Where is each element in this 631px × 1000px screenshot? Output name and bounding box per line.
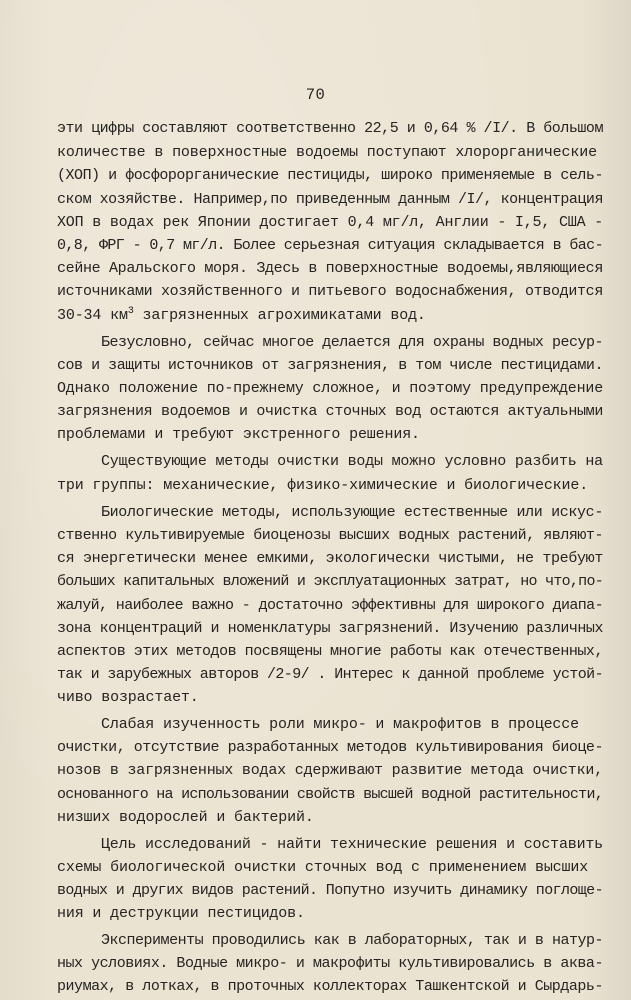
line-text: (ХОП) и фосфорорганические пестициды, широко применяемые в сель- [57,167,603,184]
text-line [57,690,199,705]
text-line [57,787,603,802]
text-line [57,192,603,207]
text-line [57,215,603,230]
line-text-continued: загрязненных агрохимикатами вод. [133,307,426,324]
page-number: 70 [305,86,326,104]
line-text: сов и защиты источников от загрязнения, в том числе пестицидами. [57,357,603,374]
line-text: Существующие методы очистки воды можно условно разбить на [101,453,603,470]
line-text: загрязнения водоемов и очистка сточных вод остаются актуальными [57,403,603,420]
line-text: зона концентраций и номенклатуры загрязнений. Изучению различных [57,620,603,637]
line-text: Слабая изученность роли микро- и макрофитов в процессе [101,716,579,733]
line-text: три группы: механические, физико-химические и биологические. [57,477,589,494]
line-text: основанного на использовании свойств высшей водной растительности, [57,786,603,803]
line-text: жалуй, наиболее важно - достаточно эффективны для широкого диапа- [57,597,603,614]
text-line [57,979,603,994]
text-line [57,358,603,373]
text-line [57,121,603,136]
line-text: ХОП в водах рек Японии достигает 0,4 мг/л, Англии - I,5, США - [57,214,603,231]
text-line [101,505,603,520]
line-text: ся энергетически менее емкими, экологически чистыми, не требуют [57,550,603,567]
text-line [57,763,603,778]
line-text: проблемами и требуют экстренного решения. [57,426,420,443]
line-text: ния и деструкции пестицидов. [57,905,305,922]
line-text: 0,8, ФРГ - 0,7 мг/л. Более серьезная ситуация складывается в бас- [57,237,603,254]
line-text: аспектов этих методов посвящены многие работы как отечественных, [57,643,603,660]
text-line [57,381,603,396]
text-line [57,261,603,276]
text-line [57,404,603,419]
line-text: Цель исследований - найти технические решения и составить [101,836,603,853]
line-text: источниками хозяйственного и питьевого водоснабжения, отводится [57,283,603,300]
superscript: 3 [127,306,134,317]
line-text: Безусловно, сейчас многое делается для охраны водных ресур- [101,334,603,351]
line-text: ственно культивируемые биоценозы высших водных растений, являют- [57,527,603,544]
text-line [57,667,603,682]
line-text: сейне Аральского моря. Здесь в поверхностные водоемы,являющиеся [57,260,603,277]
line-text: Биологические методы, использующие естественные или искус- [101,504,603,521]
line-text: ных условиях. Водные микро- и макрофиты культивировались в аква- [57,955,603,972]
line-text: Эксперименты проводились как в лабораторных, так и в натур- [101,932,603,949]
text-line [57,478,588,493]
text-line [57,574,603,589]
text-line [57,145,597,160]
line-text: водных и других видов растений. Попутно изучить динамику поглоще- [57,882,603,899]
text-line [57,883,603,898]
text-line [101,717,579,732]
line-text: схемы биологической очистки сточных вод с применением высших [57,859,589,876]
text-line [101,335,603,350]
line-text: очистки, отсутствие разработанных методов культивирования биоце- [57,739,603,756]
text-line [57,427,420,442]
text-line [57,598,603,613]
line-text: эти цифры составляют соответственно 22,5 и 0,64 % /I/. В большом [57,120,603,137]
text-line [57,906,305,921]
text-line [57,238,603,253]
text-line [57,528,603,543]
line-text: больших капитальных вложений и эксплуатационных затрат, но что,по- [57,573,603,590]
text-line [57,810,314,825]
text-line [57,644,603,659]
text-line [57,621,603,636]
text-line [101,933,603,948]
text-line [57,168,603,183]
line-text: количестве в поверхностные водоемы поступают хлорорганические [57,144,597,161]
text-line [57,284,603,299]
line-text: Однако положение по-прежнему сложное, и поэтому предупреждение [57,380,603,397]
line-text: 30-34 км [57,307,128,324]
text-line [57,956,603,971]
line-text: чиво возрастает. [57,689,199,706]
line-text: так и зарубежных авторов /2-9/ . Интерес к данной проблеме устой- [57,666,603,683]
text-line [57,551,603,566]
text-line [57,740,603,755]
text-line [57,308,426,323]
line-text: ском хозяйстве. Например,по приведенным данным /I/, концентрация [57,191,603,208]
line-text: низших водорослей и бактерий. [57,809,314,826]
text-line [101,454,603,469]
text-line [57,860,588,875]
text-line [101,837,603,852]
line-text: нозов в загрязненных водах сдерживают развитие метода очистки, [57,762,603,779]
line-text: риумах, в лотках, в проточных коллекторах Ташкентской и Сырдарь- [57,978,603,995]
